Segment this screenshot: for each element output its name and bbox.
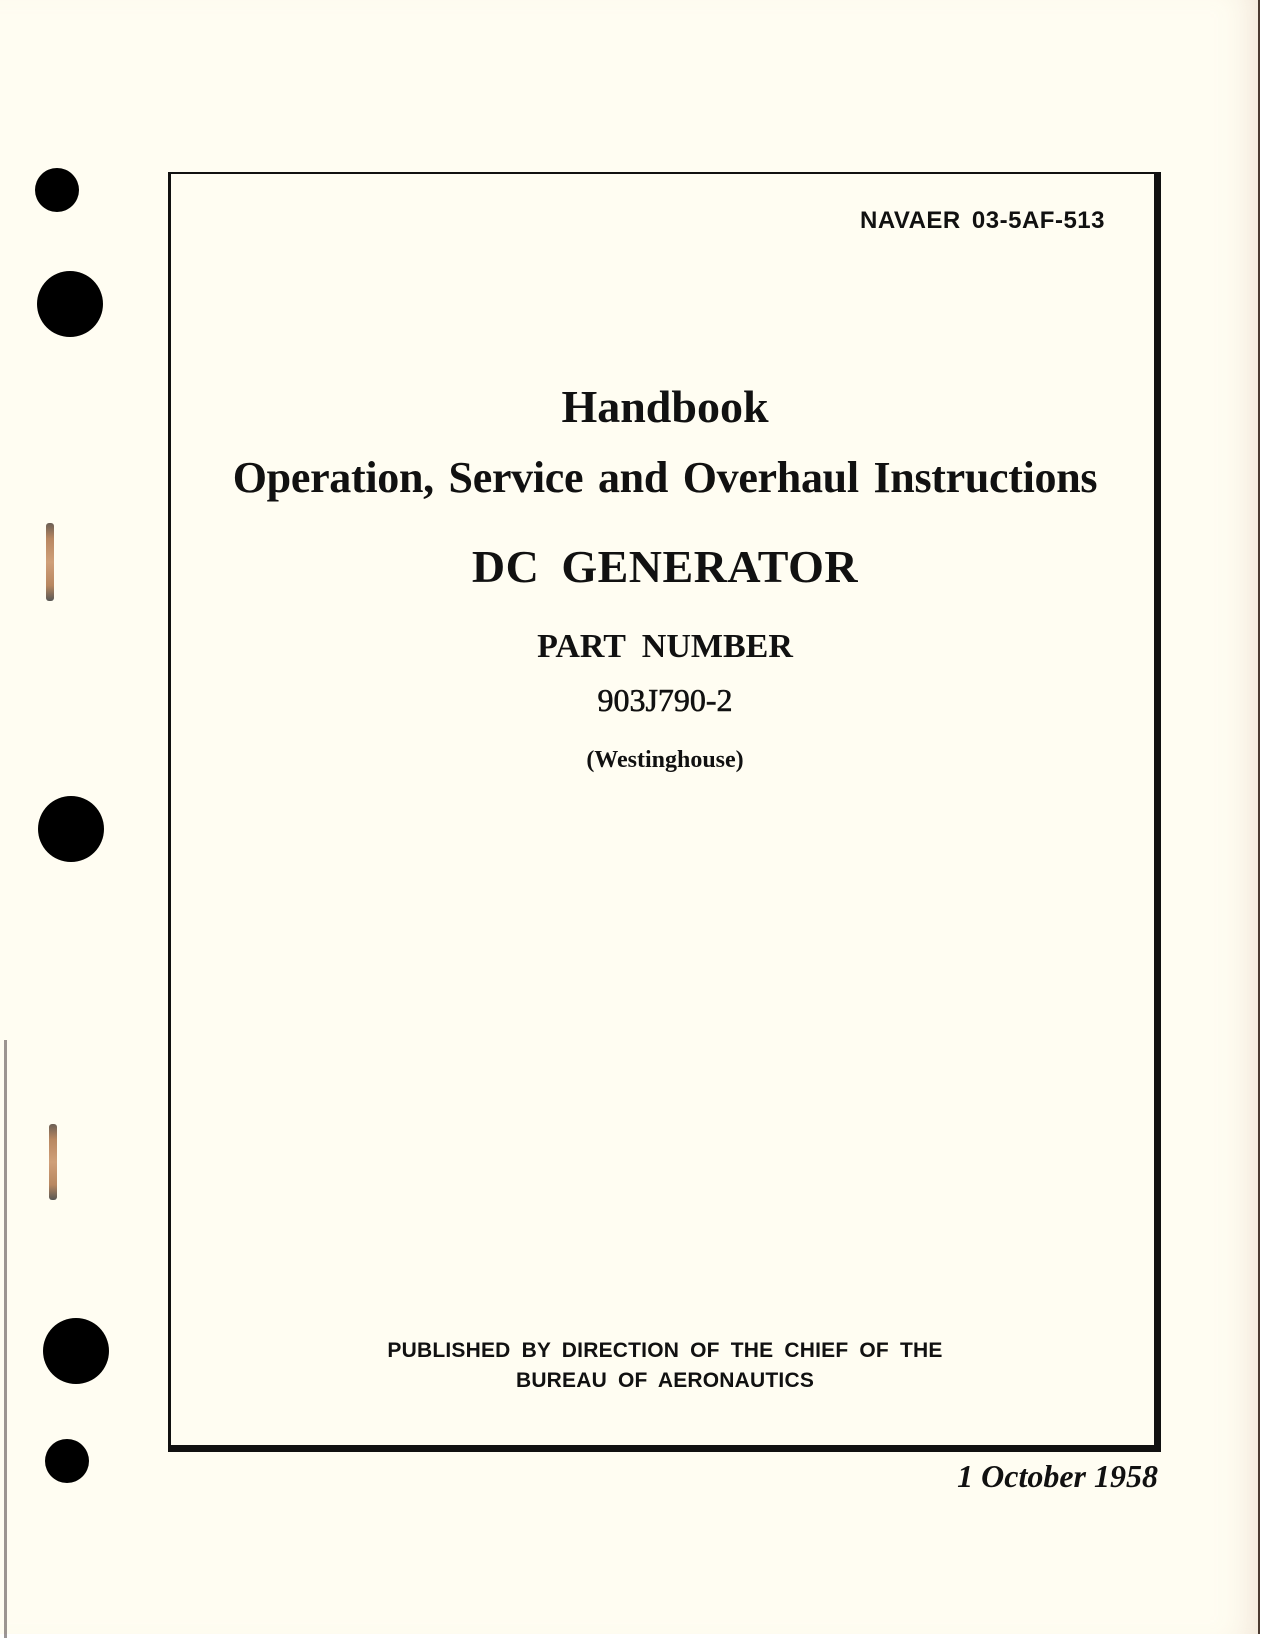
punch-hole-icon bbox=[35, 168, 79, 212]
product-title: DC GENERATOR bbox=[471, 541, 859, 592]
document-subtitle: Operation, Service and Overhaul Instructions bbox=[232, 453, 1098, 502]
punch-hole-icon bbox=[37, 271, 103, 337]
manufacturer: (Westinghouse) bbox=[586, 747, 744, 773]
punch-hole-icon bbox=[43, 1318, 109, 1384]
staple-mark-icon bbox=[49, 1124, 57, 1200]
punch-hole-icon bbox=[38, 796, 104, 862]
punch-hole-icon bbox=[45, 1439, 89, 1483]
title-frame bbox=[168, 172, 1161, 1452]
part-number-value: 903J790-2 bbox=[597, 682, 733, 718]
document-heading: Handbook bbox=[561, 381, 769, 432]
staple-mark-icon bbox=[46, 523, 54, 601]
document-number: NAVAER 03-5AF-513 bbox=[859, 207, 1105, 234]
publisher-statement bbox=[168, 1336, 1162, 1396]
part-number-label: PART NUMBER bbox=[537, 628, 793, 665]
page-edge-shadow bbox=[4, 1040, 7, 1638]
publisher-line: PUBLISHED BY DIRECTION OF THE CHIEF OF THE bbox=[387, 1339, 943, 1362]
publisher-line: BUREAU OF AERONAUTICS bbox=[515, 1369, 815, 1392]
publication-date: 1 October 1958 bbox=[957, 1458, 1158, 1494]
